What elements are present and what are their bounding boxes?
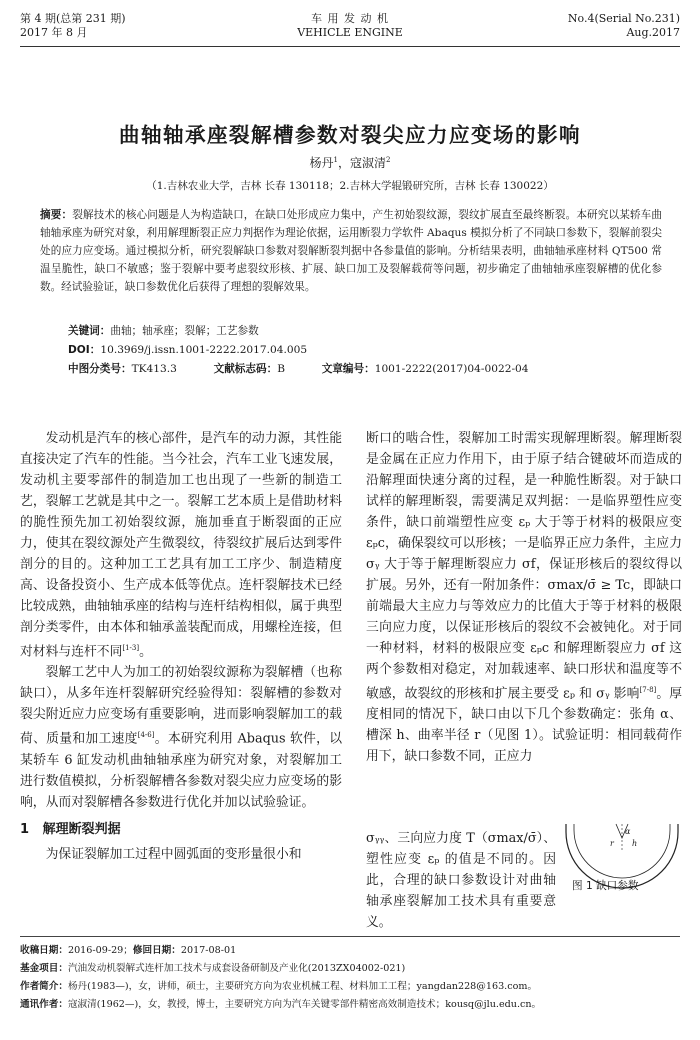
depth-label: h [632,839,638,848]
header-issue [20,12,126,40]
paragraph: 为保证裂解加工过程中圆弧面的变形量很小和 [45,846,302,862]
footnote-corresponding [20,996,680,1014]
citation: [4-6] [137,731,155,740]
header-issue-date: 2017 年 8 月 [20,26,88,39]
header-serial-number: No.4(Serial No.231) [567,12,680,25]
paragraph-text: 裂解工艺中人为加工的初始裂纹源称为裂解槽（也称缺口），从多年连杆裂解研究经验得知：裂解槽的参数对裂尖附近应力应变场有重要影响，进而影响裂解加工的载荷、质量和加工速度 [20,665,342,747]
abstract [40,206,662,296]
header-journal-cn: 车 用 发 动 机 [311,12,389,25]
author-2-affil: 2 [386,156,391,164]
footnote-rule [20,936,680,937]
citation: [7-8] [639,686,657,694]
fund-text: 汽油发动机裂解式连杆加工技术与成套设备研制及产业化(2013ZX04002-021) [67,963,406,974]
classification [68,360,668,378]
figure-caption: 图 1 缺口参数 [572,880,639,892]
header-rule [20,46,680,47]
paragraph [366,428,682,767]
header-serial-date: Aug.2017 [626,26,680,39]
paragraph-end: 。 [139,644,152,660]
radius-label: r [610,839,614,848]
keywords-label: 关键词： [68,325,111,337]
paragraph [20,428,342,662]
wrapped-paragraph: σᵧᵧ、三向应力度 T（σmax/σ̄）、塑性应变 εₚ 的值是不同的。因此，合理的缺口参数设计对曲轴轴承座裂解加工技术具有重要意义。 [366,831,556,930]
article-number-value: 1001-2222(2017)04-0022-04 [374,363,529,375]
footnote-author [20,978,680,996]
section-heading [20,819,342,840]
doc-code-label: 文献标志码： [213,363,278,375]
paragraph-text: 断口的啮合性，裂解加工时需实现解理断裂。解理断裂是金属在正应力作用下，由于原子结合键破坏而造成的沿解理面快速分离的过程，是一种脆性断裂。对于缺口试样的解理断裂，需要满足双判据：一是临界塑性应变条件，缺口前端塑性应变 εₚ 大于等于材料的极限应变 εₚc，确保裂纹可以形核；一是临界正应力条件，主应力 σᵧ 大于等于解理断裂应力 σf，保证形核后的裂纹得以扩展。另外，还有一附加条件：σmax/σ̄ ≥ Tc，即缺口前端最大主应力与等效应力的比值大于等于材料的极限三向应力度，以保证形核后的裂纹不会被钝化。对于同一种材料，材料的极限应变 εₚc 和解理断裂应力 σf 这两个参数相对稳定，对加载速率、缺口形状和温度等不敏感，故裂纹的形核和扩展主要受 εₚ 和 σᵧ 影响 [366,431,682,702]
received-label: 收稿日期： [20,945,68,956]
clc-label: 中图分类号： [68,363,132,375]
section-number: 1 [20,821,30,837]
left-column [20,428,342,865]
right-column [366,428,682,767]
author-bio-text: 杨丹(1983—)，女，讲师，硕士，主要研究方向为农业机械工程、材料加工工程；yangdan228@163.com。 [67,981,538,992]
author-1: 杨丹 [309,156,334,170]
header-journal-en: VEHICLE ENGINE [297,26,403,39]
alpha-label: α [625,827,631,836]
header-journal [250,12,450,40]
revised-label: 修回日期： [132,945,181,956]
article-title: 曲轴轴承座裂解槽参数对裂尖应力应变场的影响 [119,123,581,147]
clc-value: TK413.3 [131,363,177,375]
section-title: 解理断裂判据 [42,821,121,837]
author-1-affil: 1 [333,156,338,164]
paragraph-text: 。本研究利用 Abaqus 软件，以某轿车 6 缸发动机曲轴轴承座为研究对象，对裂解加工进行数值模拟，分析裂解槽各参数对裂尖应力应变场的影响，从而对裂解槽各参数进行优化并加以试验验证。 [20,731,343,810]
affiliation: （1.吉林农业大学，吉林 长春 130118；2.吉林大学辊锻研究所，吉林 长春 130022） [146,180,554,192]
doi-label: DOI： [68,344,101,356]
footnote-fund [20,960,680,978]
corresponding-text: 寇淑清(1962—)，女，教授，博士，主要研究方向为汽车关键零部件精密高效制造技术；kousq@jlu.edu.cn。 [67,999,542,1010]
abstract-label: 摘要： [40,209,73,221]
doi [68,341,307,359]
author-sep: ， [337,156,350,170]
header-issue-number: 第 4 期(总第 231 期) [20,12,126,25]
paragraph-text: 发动机是汽车的核心部件，是汽车的动力源，其性能直接决定了汽车的性能。当今社会，汽车工业飞速发展，发动机主要零部件的制造加工也出现了一些新的制造工艺，裂解工艺就是其中之一。裂解工艺本质上是借助材料的脆性预先加工初始裂纹源，施加垂直于断裂面的正应力，使其在裂纹源处产生微裂纹，待裂纹扩展后达到零件剖分的目的。这种加工工艺具有加工工序少、制造精度高、设备投资小、生产成本低等优点。连杆裂解技术已经比较成熟，曲轴轴承座的结构与连杆结构相似，属于典型剖分类零件，由本体和轴承盖装配而成，用螺栓连接，但对材料与连杆不同 [20,431,342,660]
keywords [68,322,259,340]
footnotes [20,942,680,1014]
paragraph [20,662,342,812]
doc-code-value: B [277,363,285,375]
revised-date: 2017-08-01 [180,945,237,956]
author-2: 寇淑清 [350,156,387,170]
citation: [1-3] [122,644,140,652]
keywords-text: 曲轴；轴承座；裂解；工艺参数 [110,325,259,337]
paragraph-text: 。厚度相同的情况下，缺口由以下几个参数确定：张角 α、槽深 h、曲率半径 r（见图 1）。试验证明：相同载荷作用下，缺口参数不同，正应力 [366,686,683,765]
abstract-text: 裂解技术的核心问题是人为构造缺口，在缺口处形成应力集中，产生初始裂纹源，裂纹扩展直至最终断裂。本研究以某轿车曲轴轴承座为研究对象，利用解理断裂正应力判据作为理论依据，运用断裂力学软件 Abaqus 模拟分析了不同缺口参数下，裂解前裂尖处的应力应变场。通过模拟分析，研究裂解缺口参数对裂解断裂判据中各参量值的影响。分析结果表明，曲轴轴承座材料 QT500 常温呈脆性，缺口不敏感；鉴于裂解中要考虑裂纹形核、扩展、缺口加工及裂解载荷等问题，初步确定了曲轴轴承座裂解槽的优化参数。经试验验证，缺口参数优化后获得了理想的裂解效果。 [40,209,663,293]
received-date: 2016-09-29； [67,945,133,956]
footnote-dates [20,942,680,960]
author-line [0,154,700,171]
doi-text: 10.3969/j.issn.1001-2222.2017.04.005 [100,344,308,356]
author-bio-label: 作者简介： [20,981,68,992]
article-number-label: 文章编号： [321,363,375,375]
header-serial [568,12,680,40]
fund-label: 基金项目： [20,963,68,974]
corresponding-label: 通讯作者： [20,999,68,1010]
